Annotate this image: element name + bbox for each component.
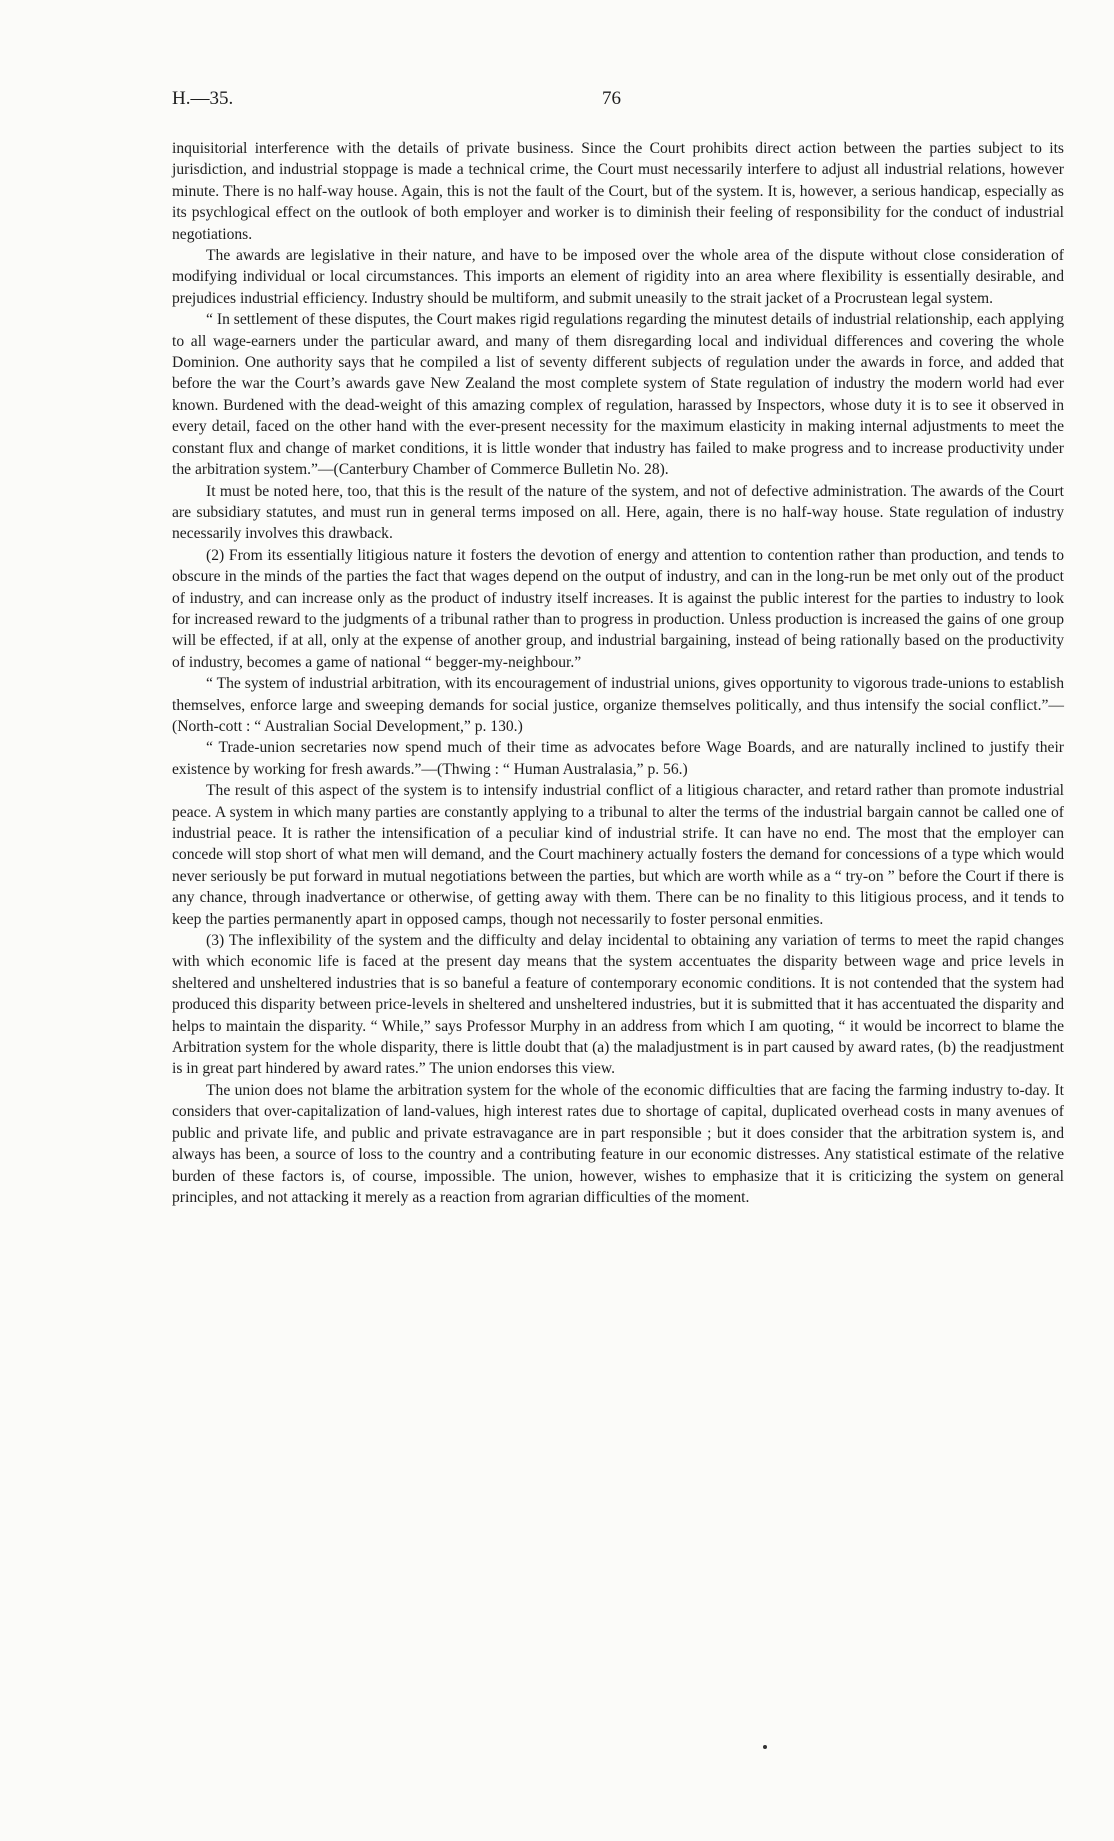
paragraph: “ Trade-union secretaries now spend much of their time as advocates before Wage Boards, and are naturally inclined to justify their existence by working for fresh awards.”—(Thwing : “ Human Australasia,” p. 56.) bbox=[172, 739, 1064, 778]
page-number: 76 bbox=[602, 88, 621, 109]
paragraph: inquisitorial interference with the details of private business. Since the Court prohibits direct action between the parties subject to its jurisdiction, and industrial stoppage is made a technical crime, the Court must necessarily interfere to adjust all industrial relations, however minute. There is no half-way house. Again, this is not the fault of the Court, but of the system. It is, however, a serious handicap, especially as its psychlogical effect on the outlook of both employer and worker is to diminish their feeling of responsibility for the conduct of industrial negotiations. bbox=[172, 140, 1064, 243]
paragraph: (3) The inflexibility of the system and the difficulty and delay incidental to obtaining any variation of terms to meet the rapid changes with which economic life is faced at the present day means that the system accentuates the disparity between wage and price levels in sheltered and unsheltered industries that is so baneful a feature of contemporary economic conditions. It is not contended that the system had produced this disparity between price-levels in sheltered and unsheltered industries, but it is submitted that it has accentuated the disparity and helps to maintain the disparity. “ While,” says Professor Murphy in an address from which I am quoting, “ it would be incorrect to blame the Arbitration system for the whole disparity, there is little doubt that (a) the maladjustment is in part caused by award rates, (b) the readjustment is in great part hindered by award rates.” The union endorses this view. bbox=[172, 932, 1064, 1078]
ink-speck bbox=[763, 1745, 767, 1749]
page-header bbox=[172, 88, 1084, 116]
paragraph: The union does not blame the arbitration system for the whole of the economic difficulties that are facing the farming industry to-day. It considers that over-capitalization of land-values, high interest rates due to shortage of capital, duplicated overhead costs in many avenues of public and private life, and public and private estravagance are in part responsible ; but it does consider that the arbitration system is, and always has been, a source of loss to the country and a contributing feature in our economic distresses. Any statistical estimate of the relative burden of these factors is, of course, impossible. The union, however, wishes to emphasize that it is criticizing the system on general principles, and not attacking it merely as a reaction from agrarian difficulties of the moment. bbox=[172, 1081, 1064, 1206]
paragraph: (2) From its essentially litigious nature it fosters the devotion of energy and attention to contention rather than production, and tends to obscure in the minds of the parties the fact that wages depend on the output of industry, and can in the long-run be met only out of the product of industry, and can increase only as the product of industry itself increases. It is against the public interest for the parties to industry to look for increased reward to the judgments of a tribunal rather than to progress in production. Unless production is increased the gains of one group will be effected, if at all, only at the expense of another group, and industrial bargaining, instead of being rationally based on the productivity of industry, becomes a game of national “ begger-my-neighbour.” bbox=[172, 546, 1064, 671]
paragraph: “ In settlement of these disputes, the Court makes rigid regulations regarding the minutest details of industrial relationship, each applying to all wage-earners under the particular award, and many of them disregarding local and individual differences and covering the whole Dominion. One authority says that he compiled a list of seventy different subjects of regulation under the awards in force, and added that before the war the Court’s awards gave New Zealand the most complete system of State regulation of industry the modern world had ever known. Burdened with the dead-weight of this amazing complex of regulation, harassed by Inspectors, whose duty it is to see it observed in every detail, faced on the other hand with the ever-present necessity for the maximum elasticity in making internal adjustments to meet the constant flux and change of market conditions, it is little wonder that industry has failed to make progress and to increase productivity under the arbitration system.”—(Canterbury Chamber of Commerce Bulletin No. 28). bbox=[172, 311, 1064, 479]
document-reference: H.—35. bbox=[172, 88, 234, 109]
paragraph: The awards are legislative in their nature, and have to be imposed over the whole area of the dispute without close consideration of modifying individual or local circumstances. This imports an element of rigidity into an area where flexibility is essentially desirable, and prejudices industrial efficiency. Industry should be multiform, and submit uneasily to the strait jacket of a Procrustean legal system. bbox=[172, 247, 1064, 307]
paragraph: It must be noted here, too, that this is the result of the nature of the system, and not of defective administration. The awards of the Court are subsidiary statutes, and must run in general terms imposed on all. Here, again, there is no half-way house. State regulation of industry necessarily involves this drawback. bbox=[172, 482, 1064, 543]
paragraph: The result of this aspect of the system is to intensify industrial conflict of a litigious character, and retard rather than promote industrial peace. A system in which many parties are constantly applying to a tribunal to alter the terms of the industrial bargain cannot be called one of industrial peace. It is rather the intensification of a peculiar kind of industrial strife. It can have no end. The most that the employer can concede will stop short of what men will demand, and the Court machinery actually fosters the demand for concessions of a type which would never seriously be put forward in mutual negotiations between the parties, but which are worth while as a “ try-on ” before the Court if there is any chance, through inadvertance or otherwise, of getting away with them. There can be no finality to this litigious process, and it tends to keep the parties permanently apart in opposed camps, though not necessarily to foster personal enmities. bbox=[172, 782, 1064, 928]
paragraph: “ The system of industrial arbitration, with its encouragement of industrial unions, gives opportunity to vigorous trade-unions to establish themselves, enforce large and sweeping demands for social justice, organize themselves politically, and thus intensify the social conflict.”—(North-cott : “ Australian Social Development,” p. 130.) bbox=[172, 675, 1064, 735]
body-text bbox=[172, 138, 1064, 1208]
